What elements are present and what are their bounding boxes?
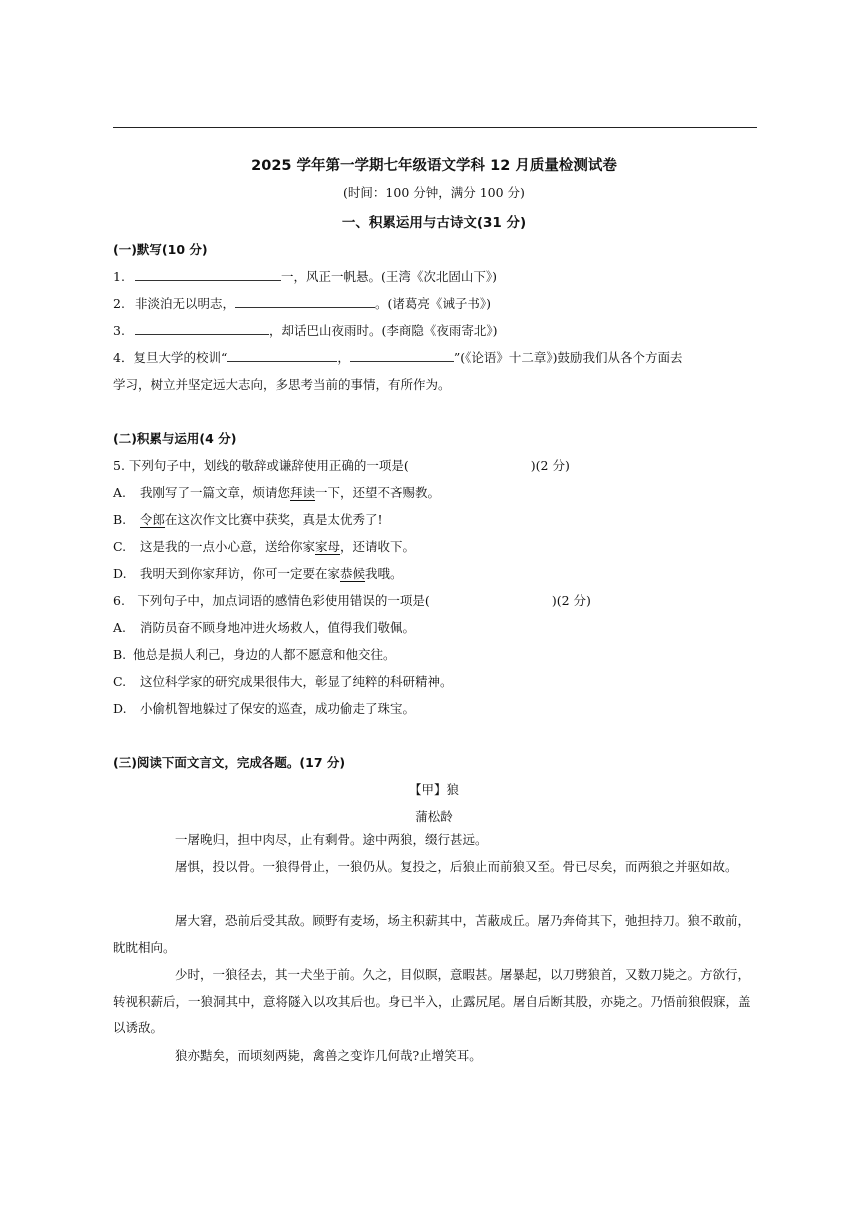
header-rule	[113, 127, 757, 128]
question-score: )(2 分)	[530, 458, 570, 473]
question-text: ，却话巴山夜雨时。(李商隐《夜雨寄北》)	[269, 323, 498, 338]
option-label: A.	[113, 485, 127, 500]
option-text: 他总是损人利己，身边的人都不愿意和他交往。	[133, 647, 396, 662]
question-text-post: 。(诸葛亮《诫子书》)	[375, 296, 492, 311]
option-5c[interactable]	[113, 537, 415, 555]
option-6c[interactable]	[113, 672, 453, 690]
section-usage-heading: (二)积累与运用(4 分)	[113, 431, 237, 446]
option-text: 消防员奋不顾身地冲进火场救人，值得我们敬佩。	[140, 620, 416, 635]
option-6a[interactable]	[113, 618, 415, 636]
question-number: 2.	[113, 296, 125, 311]
question-5-stem	[113, 456, 570, 474]
text-author: 蒲松龄	[415, 809, 453, 824]
part-one-heading: 一、积累运用与古诗文(31 分)	[341, 215, 527, 231]
question-2	[113, 294, 491, 312]
option-text: 我明天到你家拜访，你可一定要在家	[140, 566, 341, 581]
option-5b[interactable]	[113, 510, 383, 528]
option-6b[interactable]	[113, 645, 396, 663]
question-number: 1.	[113, 269, 125, 284]
question-text-post: ”(《论语》十二章》)鼓励我们从各个方面去	[453, 350, 683, 365]
option-text: ，还请收下。	[340, 539, 416, 554]
classical-paragraph-2: 屠惧，投以骨。一狼得骨止，一狼仍从。复投之，后狼止而前狼又至。骨已尽矣，而两狼之并驱如故。	[175, 859, 738, 874]
option-text: 这是我的一点小心意，送给你家	[140, 539, 316, 554]
question-4	[113, 348, 683, 366]
question-text: 一，风正一帆悬。(王湾《次北固山下》)	[281, 269, 498, 284]
exam-subtitle: (时间：100 分钟，满分 100 分)	[343, 185, 525, 200]
question-4-continued: 学习，树立并坚定远大志向，多思考当前的事情，有所作为。	[113, 377, 451, 392]
underlined-word: 恭候	[340, 566, 366, 581]
classical-paragraph-1: 一屠晚归，担中肉尽，止有剩骨。途中两狼，缀行甚远。	[175, 832, 488, 847]
option-text: 小偷机智地躲过了保安的巡查，成功偷走了珠宝。	[140, 701, 416, 716]
underlined-word: 令郎	[140, 512, 166, 527]
option-label: D.	[113, 701, 127, 716]
option-label: A.	[113, 620, 127, 635]
option-6d[interactable]	[113, 699, 415, 717]
question-6-stem	[113, 591, 591, 609]
question-text-mid: ，	[337, 350, 350, 365]
question-number: 3.	[113, 323, 125, 338]
question-score: )(2 分)	[551, 593, 591, 608]
option-label: B.	[113, 512, 127, 527]
classical-paragraph-5: 狼亦黠矣，而顷刻两毙，禽兽之变诈几何哉?止增笑耳。	[175, 1048, 482, 1063]
option-text: 一下，还望不吝赐教。	[315, 485, 441, 500]
question-1	[113, 267, 497, 285]
option-5d[interactable]	[113, 564, 403, 582]
option-text: 我刚写了一篇文章，烦请您	[140, 485, 291, 500]
classical-paragraph-3: 屠大窘，恐前后受其敌。顾野有麦场，场主积薪其中，苫蔽成丘。屠乃奔倚其下，弛担持刀。狼不敢前，眈眈相向。	[113, 913, 751, 955]
question-3	[113, 321, 498, 339]
option-label: C.	[113, 674, 127, 689]
section-reading-heading: (三)阅读下面文言文，完成各题。(17 分)	[113, 755, 346, 770]
question-text: 5. 下列句子中，划线的敬辞或谦辞使用正确的一项是(	[113, 458, 409, 473]
question-text: 6. 下列句子中，加点词语的感情色彩使用错误的一项是(	[113, 593, 430, 608]
option-label: C.	[113, 539, 127, 554]
answer-blank[interactable]	[235, 295, 375, 308]
text-title: 【甲】狼	[408, 782, 459, 797]
exam-title: 2025 学年第一学期七年级语文学科 12 月质量检测试卷	[251, 158, 617, 174]
answer-blank-1[interactable]	[227, 349, 337, 362]
option-text: 我哦。	[365, 566, 403, 581]
classical-paragraph-4: 少时，一狼径去，其一犬坐于前。久之，目似瞑，意暇甚。屠暴起，以刀劈狼首，又数刀毙之。方欲行，转视积薪后，一狼洞其中，意将隧入以攻其后也。身已半入，止露尻尾。屠自后断其股，亦毙之。乃悟前狼假寐，盖以诱敌。	[113, 967, 751, 1035]
option-text: 在这次作文比赛中获奖，真是太优秀了!	[165, 512, 383, 527]
underlined-word: 家母	[315, 539, 341, 554]
option-text: 这位科学家的研究成果很伟大，彰显了纯粹的科研精神。	[140, 674, 453, 689]
section-dictation-heading: (一)默写(10 分)	[113, 242, 208, 257]
answer-blank[interactable]	[135, 268, 281, 281]
option-label: D.	[113, 566, 127, 581]
answer-blank-2[interactable]	[350, 349, 454, 362]
question-text-pre: 非淡泊无以明志，	[135, 296, 236, 311]
question-text-pre: 4．复旦大学的校训“	[113, 350, 228, 365]
option-label: B.	[113, 647, 127, 662]
answer-blank[interactable]	[135, 322, 269, 335]
option-5a[interactable]	[113, 483, 440, 501]
underlined-word: 拜读	[290, 485, 316, 500]
